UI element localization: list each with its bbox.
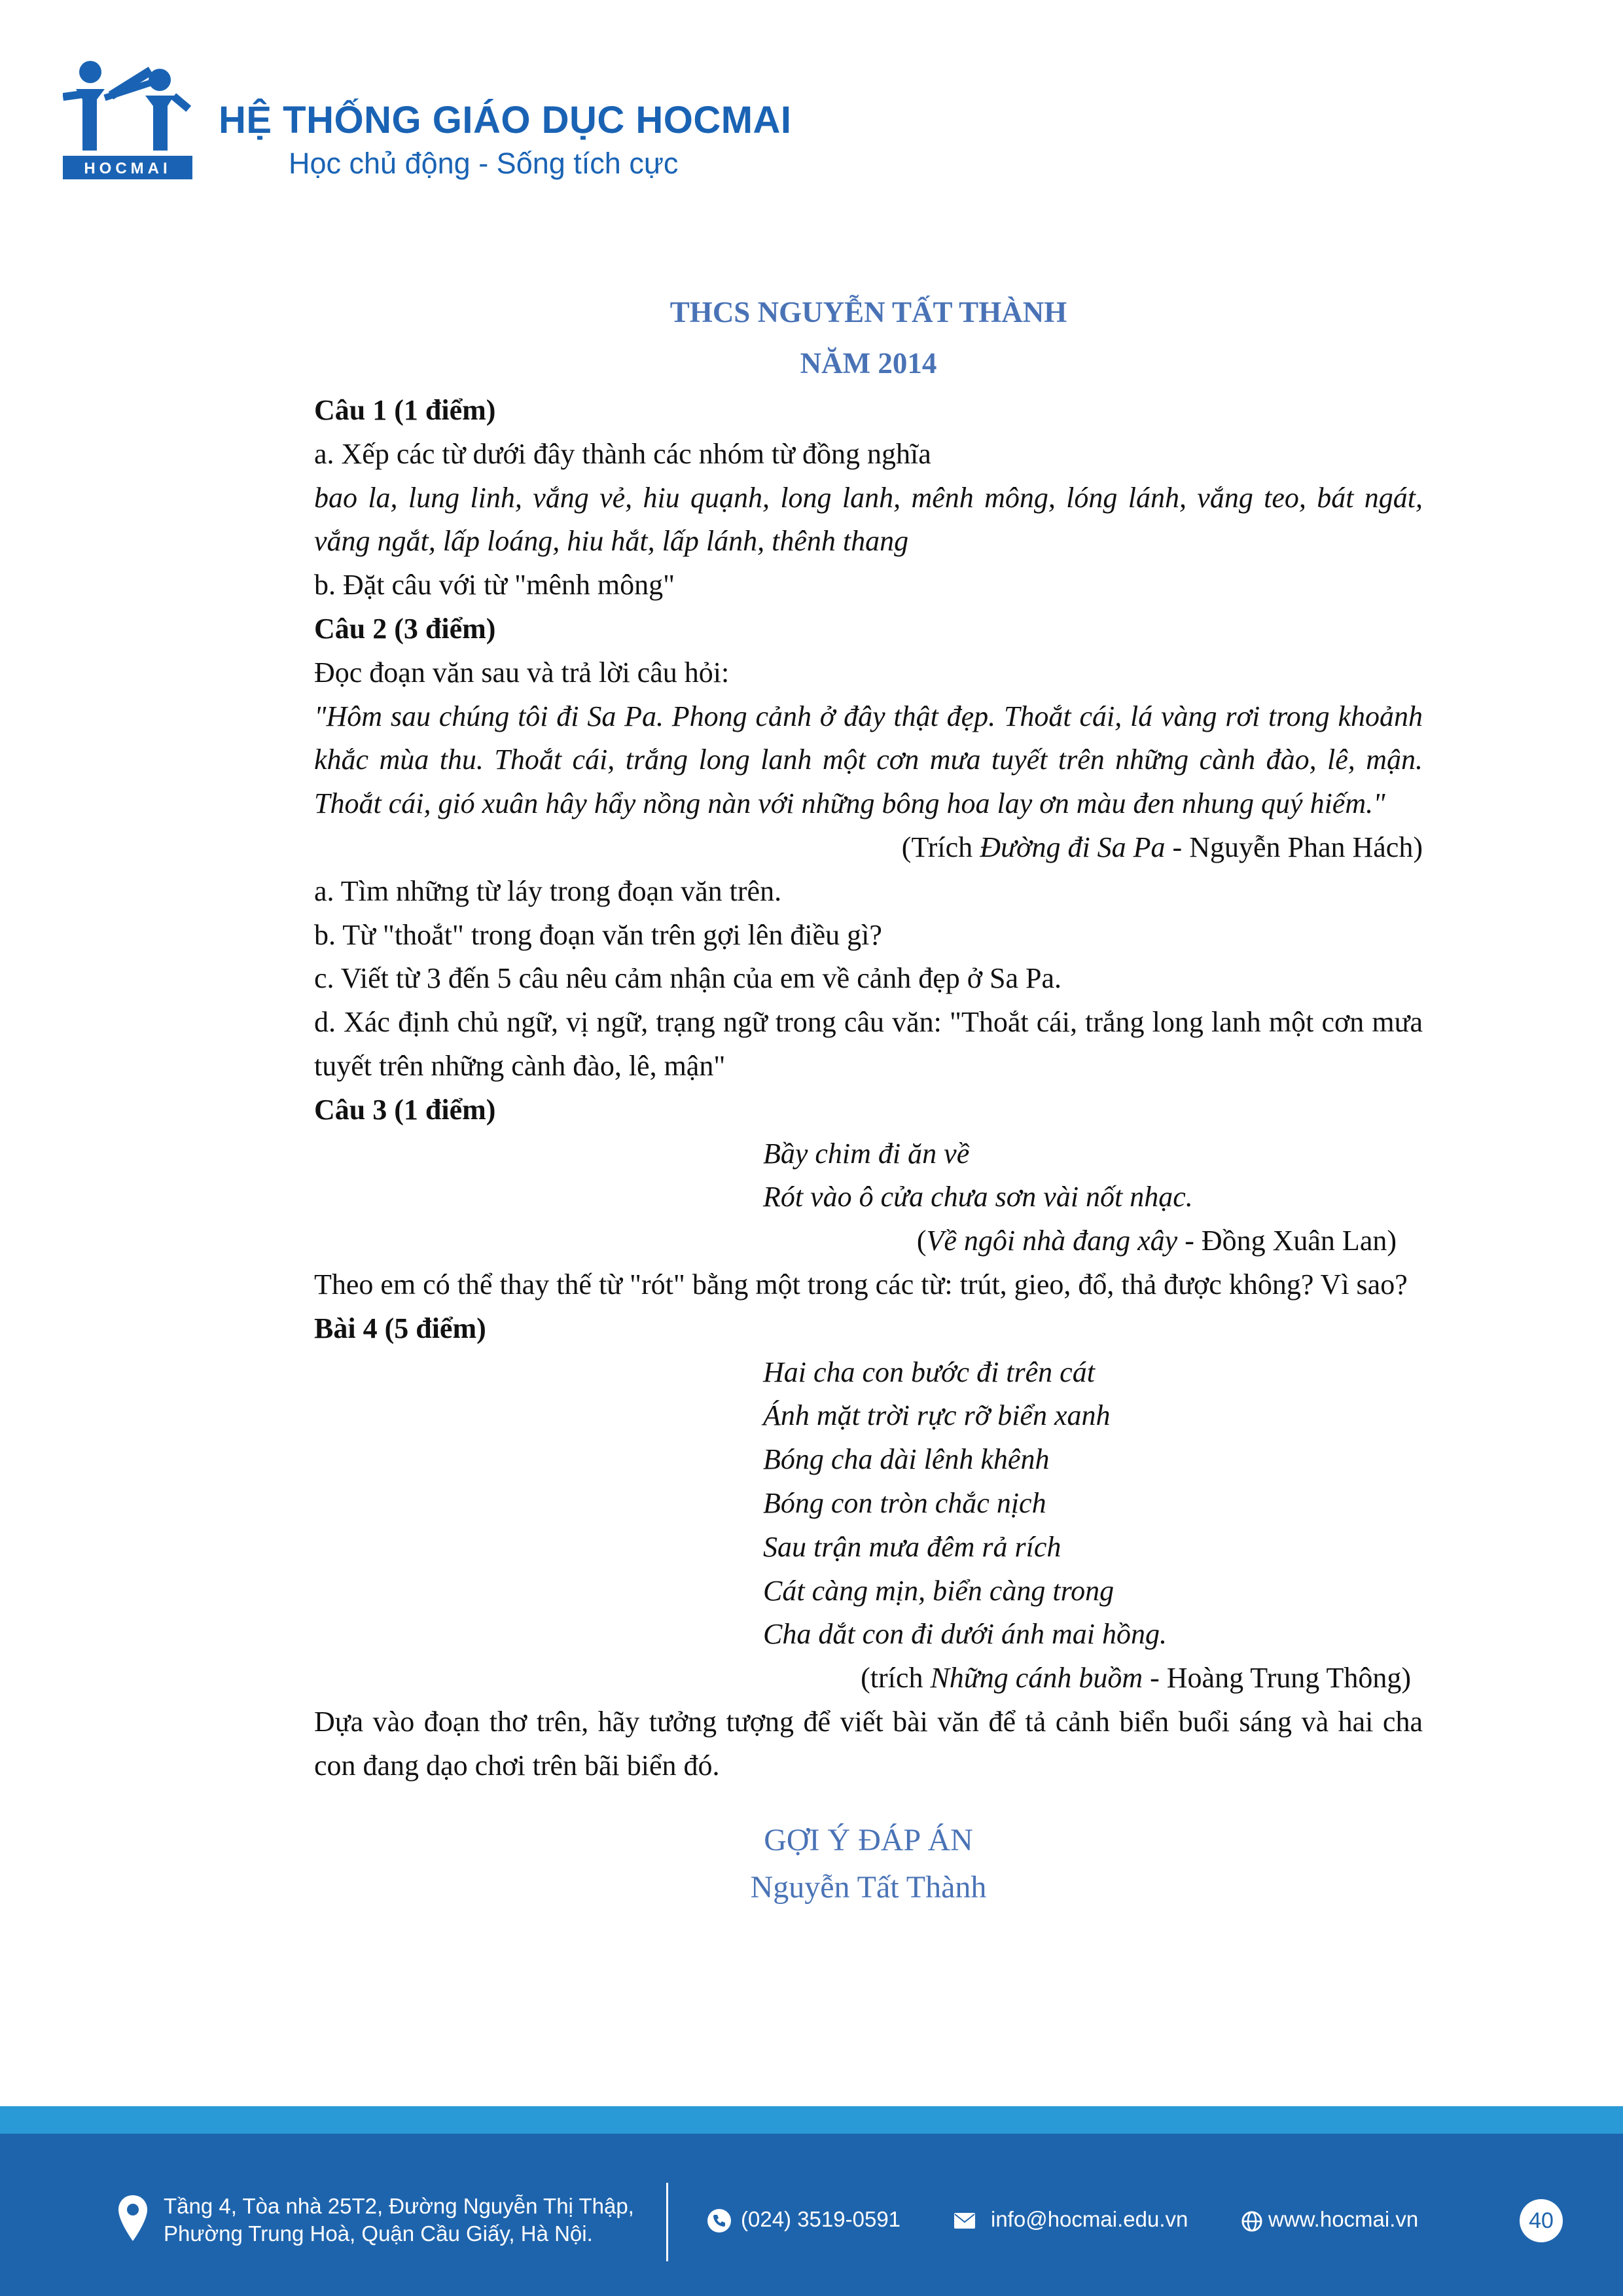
footer-address-line1: Tầng 4, Tòa nhà 25T2, Đường Nguyễn Thị Thập, <box>164 2194 634 2218</box>
q2-part-a: a. Tìm những từ láy trong đoạn văn trên. <box>314 874 782 907</box>
poem-line: Bầy chim đi ăn về <box>763 1137 970 1170</box>
q4-source-post: - Hoàng Trung Thông) <box>1143 1662 1411 1695</box>
q2-source-post: - Nguyễn Phan Hách) <box>1165 831 1423 863</box>
q3-question: Theo em có thể thay thế từ "rót" bằng một trong các từ: trút, gieo, đổ, thả được không? Vì sao? <box>314 1268 1408 1300</box>
poem-line: Bóng con tròn chắc nịch <box>763 1486 1046 1519</box>
poem-line: Sau trận mưa đêm rả rích <box>763 1530 1061 1563</box>
q4-source-pre: (trích <box>861 1662 931 1695</box>
q4-poem <box>314 1351 1423 1657</box>
brand-title: HỆ THỐNG GIÁO DỤC HOCMAI <box>219 99 792 141</box>
poem-line: Hai cha con bước đi trên cát <box>763 1355 1095 1388</box>
q3-poem <box>314 1132 1423 1220</box>
poem-line: Bóng cha dài lênh khênh <box>763 1443 1050 1476</box>
q3-heading: Câu 3 (1 điểm) <box>314 1093 496 1126</box>
q1-word-list: bao la, lung linh, vắng vẻ, hiu quạnh, long lanh, mênh mông, lóng lánh, vắng teo, bát ngát, vắng ngắt, lấp loáng, hiu hắt, lấp lánh, thênh thang <box>314 481 1423 558</box>
q2-heading: Câu 2 (3 điểm) <box>314 612 496 645</box>
q2-part-c: c. Viết từ 3 đến 5 câu nêu cảm nhận của em về cảnh đẹp ở Sa Pa. <box>314 962 1062 995</box>
school-title: THCS NGUYỄN TẤT THÀNH <box>669 296 1067 329</box>
poem-line: Ánh mặt trời rực rỡ biển xanh <box>763 1399 1111 1432</box>
mail-icon <box>954 2212 976 2229</box>
brand-slogan: Học chủ động - Sống tích cực <box>289 147 679 180</box>
q2-part-d: d. Xác định chủ ngữ, vị ngữ, trạng ngữ trong câu văn: "Thoắt cái, trắng long lanh một cơn mưa tuyết trên những cành đào, lê, mận" <box>314 1006 1423 1082</box>
exam-year: NĂM 2014 <box>800 347 937 380</box>
poem-line: Cát càng mịn, biển càng trong <box>763 1574 1115 1607</box>
poem-line: Rót vào ô cửa chưa sơn vài nốt nhạc. <box>763 1181 1193 1213</box>
page-number: 40 <box>1520 2199 1563 2242</box>
q4-question: Dựa vào đoạn thơ trên, hãy tưởng tượng để viết bài văn để tả cảnh biển buổi sáng và hai cha con đang dạo chơi trên bãi biển đó. <box>314 1705 1423 1782</box>
page-header <box>63 51 848 182</box>
q4-heading: Bài 4 (5 điểm) <box>314 1312 486 1344</box>
hocmai-logo-icon <box>63 51 194 179</box>
answer-subtitle: Nguyễn Tất Thành <box>750 1869 987 1905</box>
page-footer <box>0 2134 1623 2296</box>
q3-source-post: - Đồng Xuân Lan) <box>1177 1225 1397 1257</box>
globe-icon <box>1241 2211 1262 2232</box>
q2-source-title: Đường đi Sa Pa <box>980 831 1166 863</box>
q2-source-pre: (Trích <box>901 831 980 863</box>
q1-heading: Câu 1 (1 điểm) <box>314 394 496 426</box>
q2-source <box>314 826 1423 870</box>
footer-divider <box>666 2183 668 2261</box>
q3-source <box>314 1219 1423 1263</box>
location-pin-icon <box>116 2194 149 2242</box>
footer-phone[interactable]: (024) 3519-0591 <box>741 2207 901 2231</box>
footer-email[interactable]: info@hocmai.edu.vn <box>991 2207 1188 2231</box>
logo-wordmark: HOCMAI <box>84 160 171 177</box>
footer-address-line2: Phường Trung Hoà, Quận Cầu Giấy, Hà Nội. <box>164 2221 593 2246</box>
q1-part-a: a. Xếp các từ dưới đây thành các nhóm từ đồng nghĩa <box>314 437 931 470</box>
q2-part-b: b. Từ "thoắt" trong đoạn văn trên gợi lên điều gì? <box>314 918 882 951</box>
footer-website[interactable]: www.hocmai.vn <box>1268 2207 1419 2231</box>
q4-source-title: Những cánh buồm <box>930 1662 1143 1695</box>
footer-stripe <box>0 2106 1623 2134</box>
q4-source <box>314 1657 1423 1700</box>
answer-title: GỢI Ý ĐÁP ÁN <box>764 1822 973 1857</box>
poem-line: Cha dắt con đi dưới ánh mai hồng. <box>763 1618 1168 1651</box>
exam-document <box>314 287 1423 1911</box>
q3-source-pre: ( <box>916 1225 927 1257</box>
phone-icon <box>707 2208 732 2233</box>
q3-source-title: Về ngôi nhà đang xây <box>926 1225 1178 1257</box>
q2-intro: Đọc đoạn văn sau và trả lời câu hỏi: <box>314 656 730 689</box>
q2-quote: "Hôm sau chúng tôi đi Sa Pa. Phong cảnh ở đây thật đẹp. Thoắt cái, lá vàng rơi trong khoảnh khắc mùa thu. Thoắt cái, trắng long lanh một cơn mưa tuyết trên những cành đào, lê, mận. Thoắt cái, gió xuân hây hẩy nồng nàn với những bông hoa lay ơn màu đen nhung quý hiếm." <box>314 700 1423 820</box>
q1-part-b: b. Đặt câu với từ "mênh mông" <box>314 569 675 601</box>
